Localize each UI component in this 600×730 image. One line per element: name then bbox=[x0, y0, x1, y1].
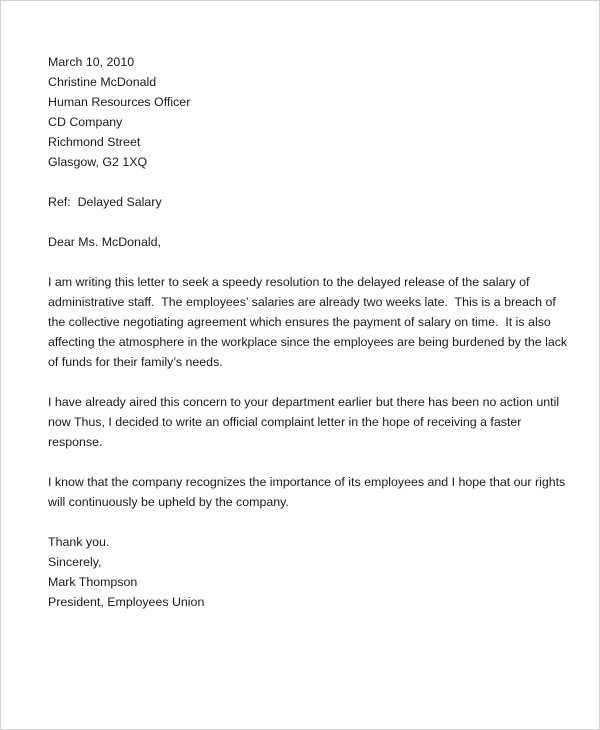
spacer bbox=[48, 512, 558, 532]
paragraph-line: will continuously be upheld by the company. bbox=[48, 495, 289, 509]
recipient-street: Richmond Street bbox=[48, 135, 141, 149]
sender-name: Mark Thompson bbox=[48, 575, 138, 589]
salutation: Dear Ms. McDonald, bbox=[48, 235, 161, 249]
paragraph-line: I know that the company recognizes the importance of its employees and I hope that our rights bbox=[48, 475, 566, 489]
paragraph-line: response. bbox=[48, 435, 103, 449]
paragraph-1 bbox=[48, 272, 568, 372]
address-block bbox=[48, 52, 558, 172]
closing-block bbox=[48, 532, 558, 612]
closing-signoff: Sincerely, bbox=[48, 555, 102, 569]
spacer bbox=[48, 452, 558, 472]
closing-thanks: Thank you. bbox=[48, 535, 110, 549]
recipient-name: Christine McDonald bbox=[48, 75, 157, 89]
paragraph-2 bbox=[48, 392, 558, 452]
recipient-company: CD Company bbox=[48, 115, 123, 129]
paragraph-line: affecting the atmosphere in the workplace since the employees are being burdened by the lack bbox=[48, 335, 568, 349]
recipient-city: Glasgow, G2 1XQ bbox=[48, 155, 148, 169]
spacer bbox=[48, 372, 558, 392]
paragraph-line: now Thus, I decided to write an official complaint letter in the hope of receiving a faster bbox=[48, 415, 522, 429]
reference-line: Ref: Delayed Salary bbox=[48, 195, 162, 209]
recipient-title: Human Resources Officer bbox=[48, 95, 191, 109]
paragraph-line: the collective negotiating agreement which ensures the payment of salary on time. It is also bbox=[48, 315, 551, 329]
letter-date: March 10, 2010 bbox=[48, 55, 135, 69]
spacer bbox=[48, 212, 558, 232]
letter-body bbox=[48, 52, 568, 612]
paragraph-line: of funds for their family’s needs. bbox=[48, 355, 223, 369]
paragraph-3 bbox=[48, 472, 566, 512]
paragraph-line: administrative staff. The employees’ salaries are already two weeks late. This is a breach of bbox=[48, 295, 556, 309]
spacer bbox=[48, 172, 558, 192]
spacer bbox=[48, 252, 558, 272]
paragraph-line: I have already aired this concern to your department earlier but there has been no action until bbox=[48, 395, 560, 409]
sender-title: President, Employees Union bbox=[48, 595, 205, 609]
paragraph-line: I am writing this letter to seek a speedy resolution to the delayed release of the salary of bbox=[48, 275, 530, 289]
